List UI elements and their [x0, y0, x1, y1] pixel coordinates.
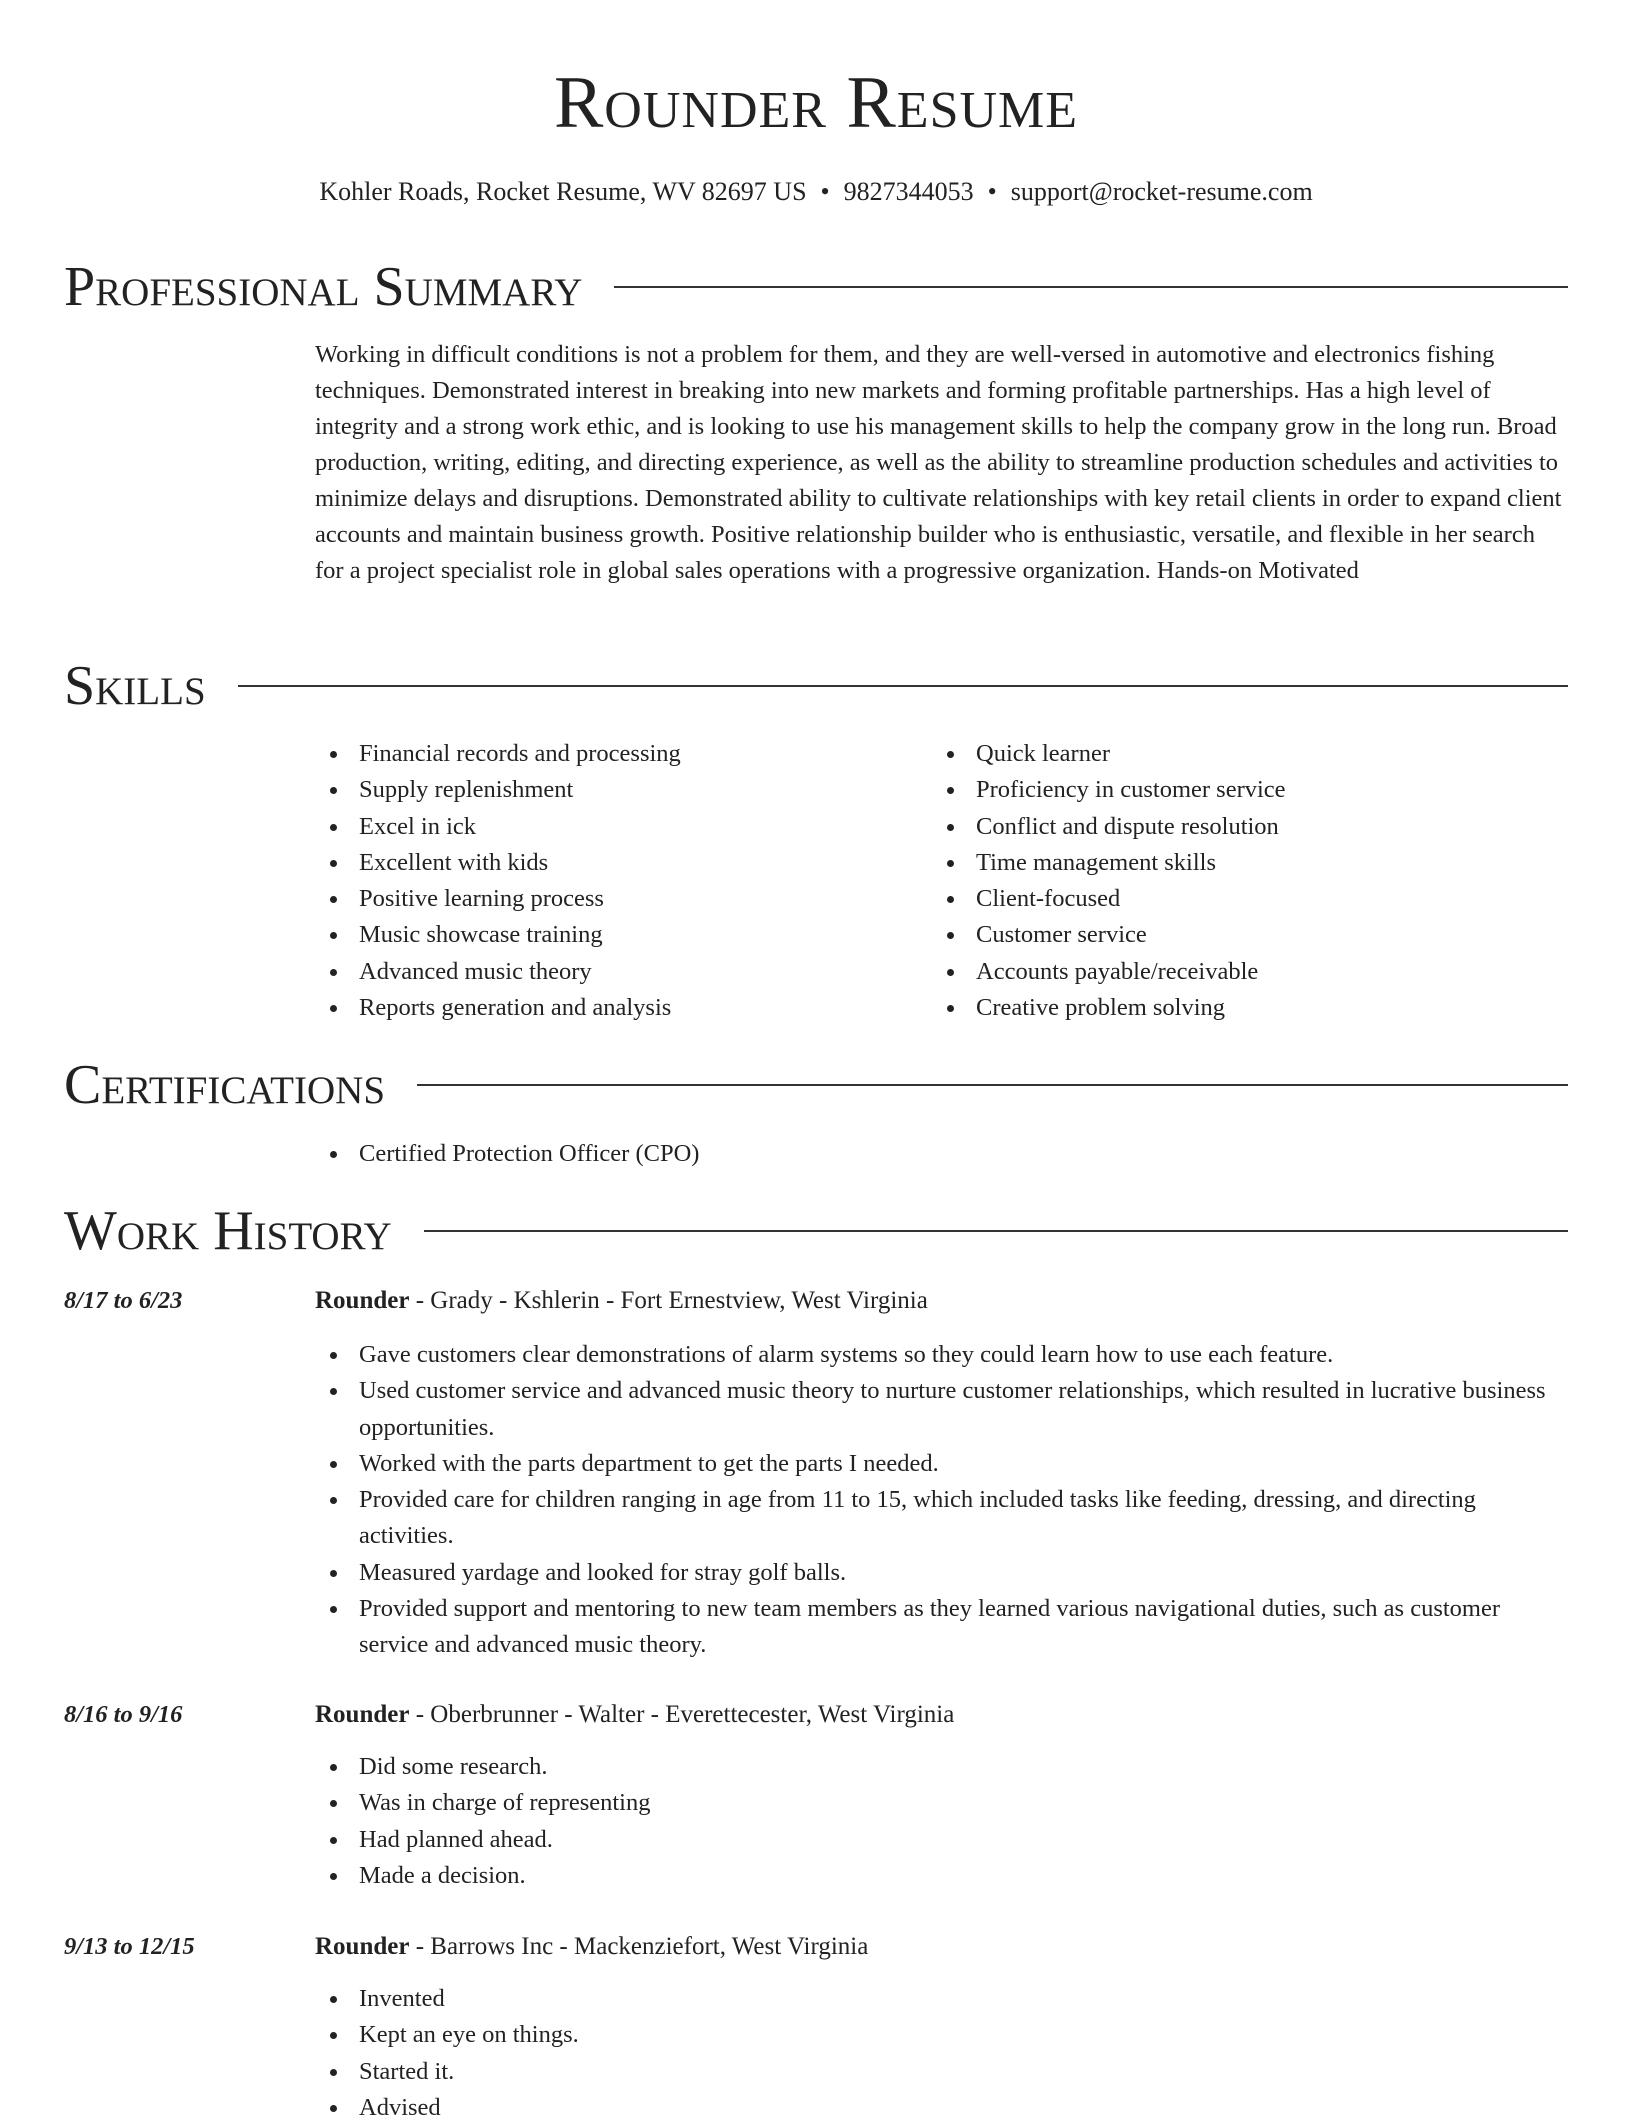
- section-divider: [614, 286, 1568, 288]
- skill-item: Proficiency in customer service: [932, 772, 1492, 808]
- contact-email: support@rocket-resume.com: [1010, 177, 1313, 206]
- job-bullets: [315, 1981, 1570, 2126]
- skill-item: Financial records and processing: [315, 736, 875, 772]
- job-bullet: Kept an eye on things.: [315, 2017, 1570, 2053]
- contact-phone: 9827344053: [843, 177, 974, 206]
- skill-item: Quick learner: [932, 736, 1492, 772]
- skill-item: Positive learning process: [315, 881, 875, 917]
- certification-item: Certified Protection Officer (CPO): [315, 1136, 1565, 1172]
- job-dates: 9/13 to 12/15: [64, 1933, 195, 1960]
- skill-item: Advanced music theory: [315, 954, 875, 990]
- job-employer: - Oberbrunner - Walter - Everettecester, West Virginia: [409, 1701, 955, 1728]
- contact-separator: •: [820, 177, 830, 206]
- section-divider: [417, 1084, 1568, 1086]
- skills-section-header: [64, 654, 1568, 718]
- job-employer: - Grady - Kshlerin - Fort Ernestview, West Virginia: [409, 1287, 928, 1314]
- job-title: [315, 1283, 1565, 1319]
- summary-section-title: Professional Summary: [64, 256, 583, 318]
- resume-name: Rounder Resume: [553, 62, 1079, 144]
- contact-address: Kohler Roads, Rocket Resume, WV 82697 US: [319, 177, 807, 206]
- certifications-list: [315, 1136, 1565, 1172]
- skill-item: Music showcase training: [315, 917, 875, 953]
- job-bullets: [315, 1749, 1570, 1894]
- skills-list-right: [932, 736, 1492, 1026]
- skill-item: Excellent with kids: [315, 845, 875, 881]
- job-bullet: Provided support and mentoring to new team members as they learned various navigational duties, such as customer service and advanced music theory.: [315, 1591, 1570, 1664]
- skill-item: Creative problem solving: [932, 990, 1492, 1026]
- job-bullet: Had planned ahead.: [315, 1822, 1570, 1858]
- skill-item: Reports generation and analysis: [315, 990, 875, 1026]
- summary-text: Working in difficult conditions is not a problem for them, and they are well-versed in automotive and electronics fishing techniques. Demonstrated interest in breaking into new markets and forming profitable partnerships. Has a high level of integrity and a strong work ethic, and is looking to use his management skills to help the company grow in the long run. Broad production, writing, editing, and directing experience, as well as the ability to streamline production schedules and activities to minimize delays and disruptions. Demonstrated ability to cultivate relationships with key retail clients in order to expand client accounts and maintain business growth. Positive relationship builder who is enthusiastic, versatile, and flexible in her search for a project specialist role in global sales operations with a progressive organization. Hands-on Motivated: [315, 341, 1562, 584]
- skill-item: Supply replenishment: [315, 772, 875, 808]
- skill-item: Excel in ick: [315, 809, 875, 845]
- section-divider: [424, 1230, 1568, 1232]
- job-role: Rounder: [315, 1701, 410, 1728]
- job-bullet: Started it.: [315, 2054, 1570, 2090]
- work-section-title: Work History: [64, 1200, 392, 1262]
- job-bullet: Invented: [315, 1981, 1570, 2017]
- job-dates: 8/16 to 9/16: [64, 1701, 183, 1728]
- job-employer: - Barrows Inc - Mackenziefort, West Virginia: [409, 1933, 869, 1960]
- skill-item: Client-focused: [932, 881, 1492, 917]
- job-bullet: Made a decision.: [315, 1858, 1570, 1894]
- skill-item: Conflict and dispute resolution: [932, 809, 1492, 845]
- skills-list-left: [315, 736, 875, 1026]
- skills-section-title: Skills: [64, 655, 206, 717]
- skill-item: Accounts payable/receivable: [932, 954, 1492, 990]
- job-dates: 8/17 to 6/23: [64, 1287, 183, 1314]
- job-role: Rounder: [315, 1933, 410, 1960]
- job-bullet: Advised: [315, 2090, 1570, 2126]
- job-bullets: [315, 1337, 1570, 1664]
- job-bullet: Was in charge of representing: [315, 1785, 1570, 1821]
- skill-item: Customer service: [932, 917, 1492, 953]
- job-bullet: Gave customers clear demonstrations of alarm systems so they could learn how to use each feature.: [315, 1337, 1570, 1373]
- job-bullet: Did some research.: [315, 1749, 1570, 1785]
- contact-separator: •: [987, 177, 997, 206]
- contact-line: [0, 174, 1632, 210]
- certifications-section-title: Certifications: [64, 1054, 386, 1116]
- job-title: [315, 1929, 1565, 1965]
- job-role: Rounder: [315, 1287, 410, 1314]
- job-bullet: Provided care for children ranging in age from 11 to 15, which included tasks like feeding, dressing, and directing activities.: [315, 1482, 1570, 1555]
- summary-section-header: [64, 255, 1568, 319]
- job-bullet: Used customer service and advanced music theory to nurture customer relationships, which resulted in lucrative business opportunities.: [315, 1373, 1570, 1446]
- section-divider: [238, 685, 1568, 687]
- job-title: [315, 1697, 1565, 1733]
- job-bullet: Worked with the parts department to get the parts I needed.: [315, 1446, 1570, 1482]
- job-bullet: Measured yardage and looked for stray golf balls.: [315, 1555, 1570, 1591]
- skill-item: Time management skills: [932, 845, 1492, 881]
- work-section-header: [64, 1199, 1568, 1263]
- certifications-section-header: [64, 1053, 1568, 1117]
